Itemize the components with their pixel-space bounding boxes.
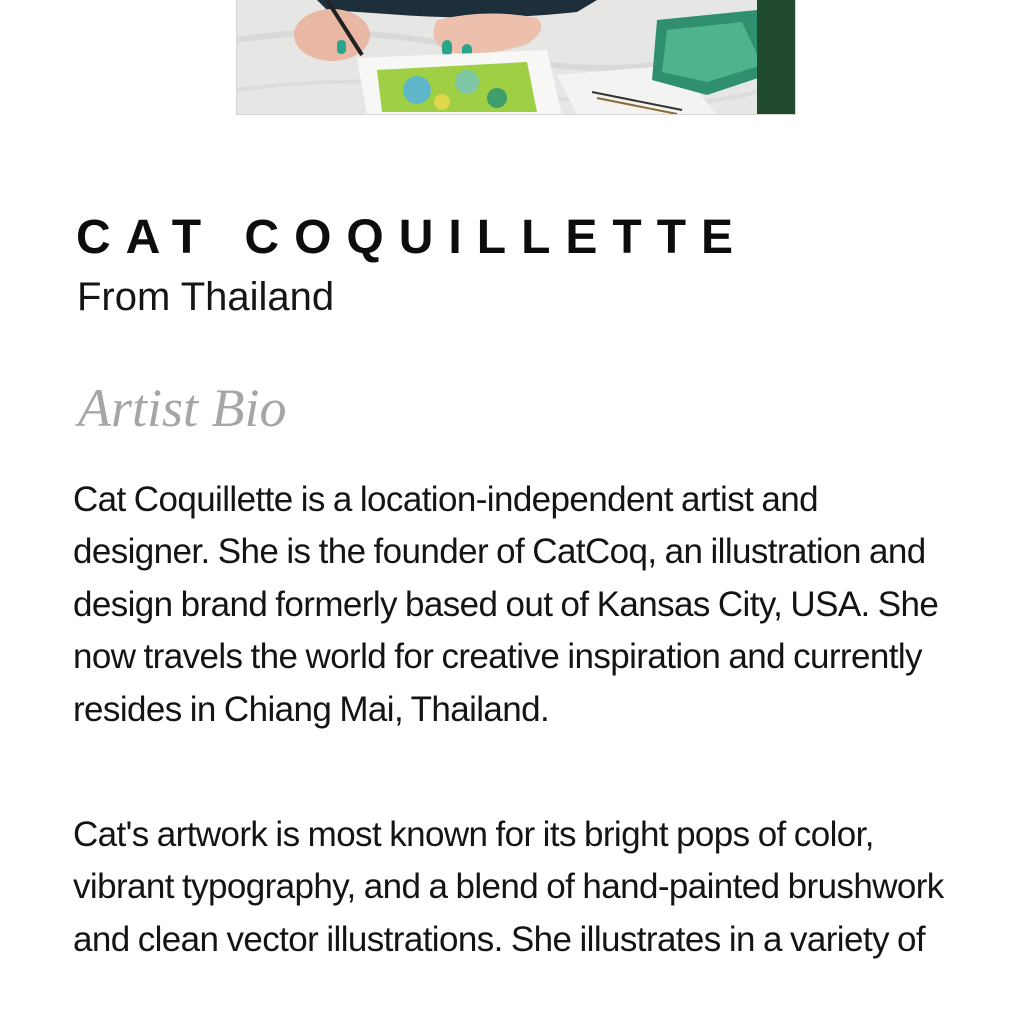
artist-photo: [236, 0, 796, 115]
artist-origin: From Thailand: [77, 275, 335, 319]
artist-name: CAT COQUILLETTE: [76, 211, 749, 264]
bio-paragraph: Cat's artwork is most known for its bright pops of color, vibrant typography, and a blend of hand-painted brushwork and clean vector illustrations. She illustrates in a variety of: [73, 815, 944, 959]
artist-painting-photo-icon: [237, 0, 796, 115]
bio-paragraph: Cat Coquillette is a location-independent artist and designer. She is the founder of CatCoq, an illustration and design brand formerly based out of Kansas City, USA. She now travels the world for creative inspiration and currently resides in Chiang Mai, Thailand.: [73, 480, 939, 729]
bio-heading: Artist Bio: [78, 378, 287, 438]
